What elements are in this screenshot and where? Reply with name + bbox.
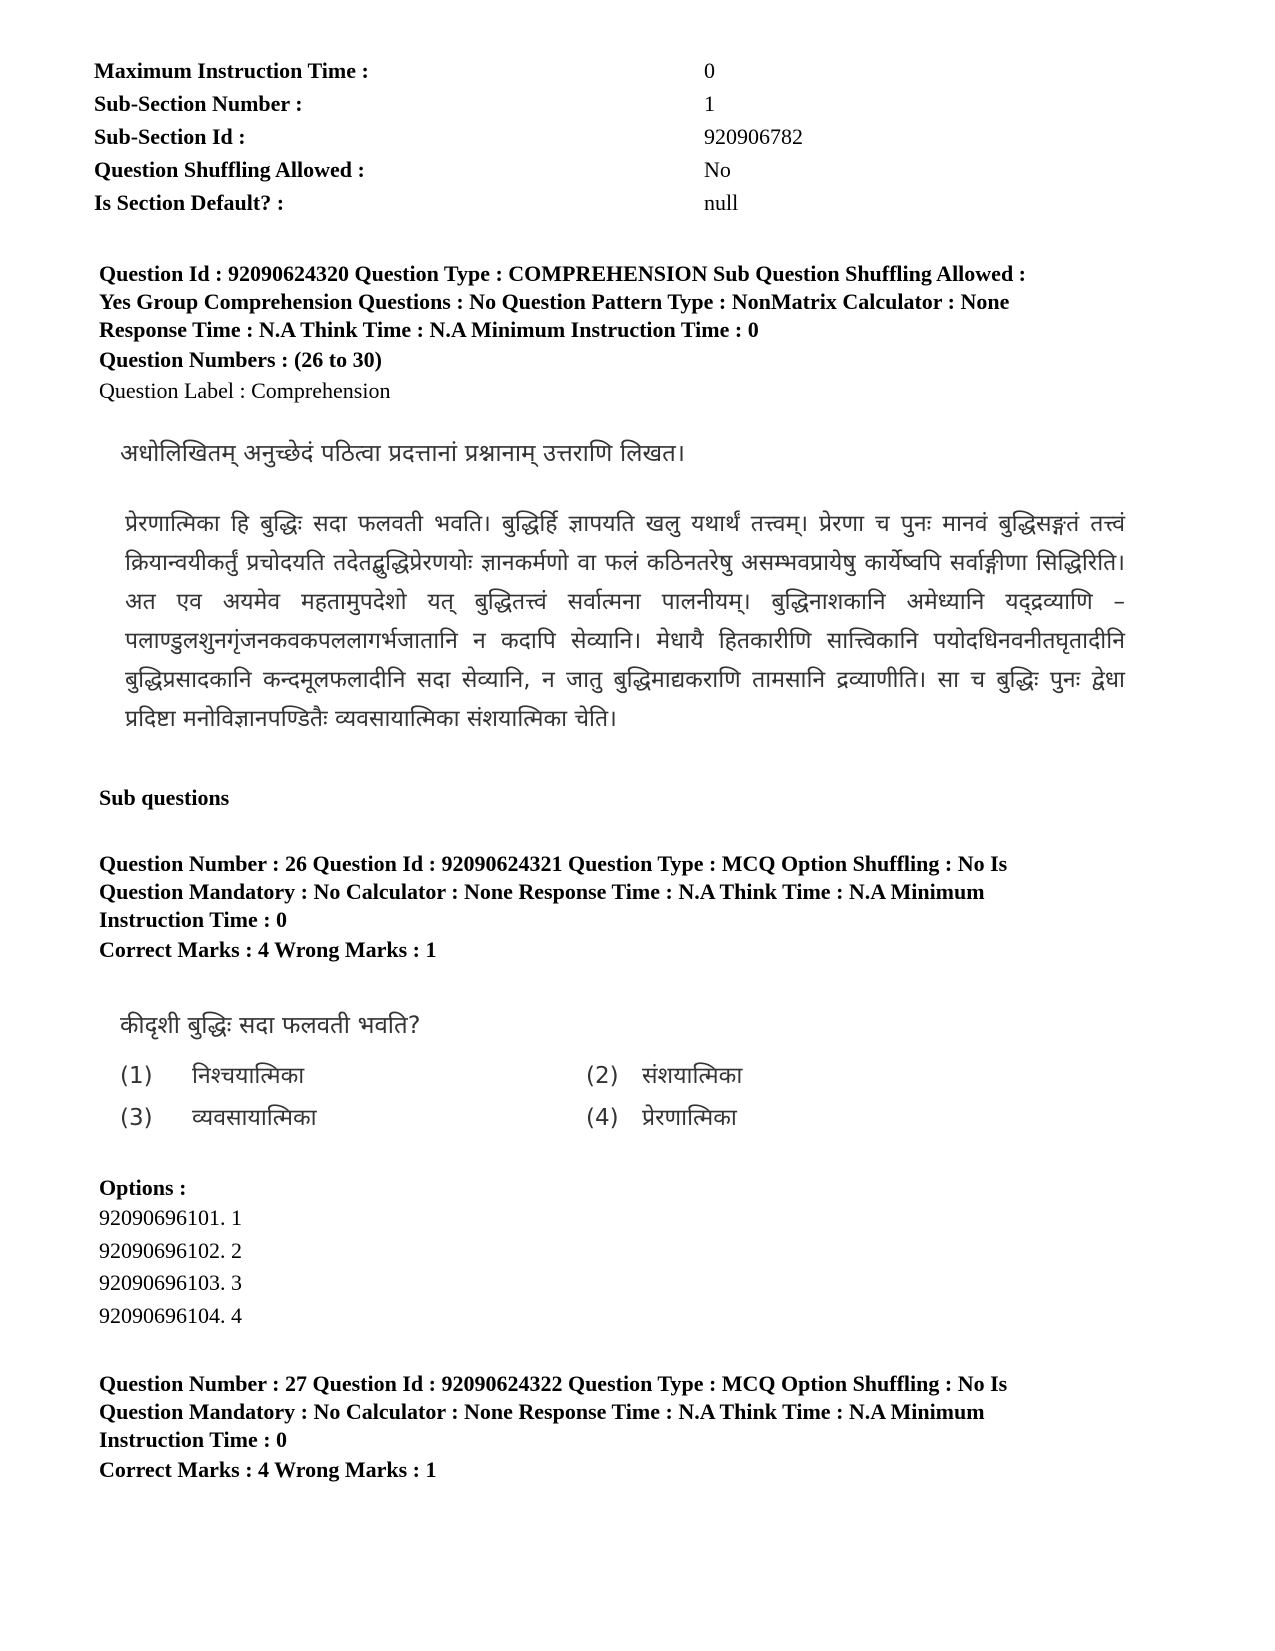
- header-line: Response Time : N.A Think Time : N.A Minimum Instruction Time : 0: [99, 317, 759, 342]
- meta-value: 920906782: [704, 124, 803, 149]
- choice-text: संशयात्मिका: [642, 1063, 743, 1089]
- question-label: Question Label : Comprehension: [99, 378, 391, 403]
- q27-marks: Correct Marks : 4 Wrong Marks : 1: [99, 1457, 437, 1482]
- meta-row-section-default: [94, 190, 1094, 224]
- choice-text: निश्चयात्मिका: [192, 1063, 305, 1089]
- choice-number: (1): [120, 1063, 153, 1089]
- meta-value: No: [704, 157, 731, 182]
- q26-header: [99, 850, 1179, 934]
- header-line: Question Number : 27 Question Id : 92090624322 Question Type : MCQ Option Shuffling : No Is: [99, 1371, 1008, 1396]
- q26-option-line: 92090696103. 3: [99, 1270, 242, 1295]
- header-line: Question Id : 92090624320 Question Type : COMPREHENSION Sub Question Shuffling Allowed :: [99, 261, 1027, 286]
- meta-key: Question Shuffling Allowed :: [94, 157, 365, 182]
- q26-options-label: Options :: [99, 1175, 187, 1200]
- choice-number: (3): [120, 1105, 153, 1131]
- q26-choice-4: [586, 1100, 737, 1132]
- meta-key: Sub-Section Number :: [94, 91, 303, 116]
- meta-value: 1: [704, 91, 715, 116]
- header-line: Question Mandatory : No Calculator : None Response Time : N.A Think Time : N.A Minimum: [99, 1399, 985, 1424]
- header-line: Question Number : 26 Question Id : 92090624321 Question Type : MCQ Option Shuffling : No Is: [99, 851, 1008, 876]
- meta-row-sub-section-id: [94, 124, 1094, 158]
- q26-marks: Correct Marks : 4 Wrong Marks : 1: [99, 937, 437, 962]
- q26-option-line: 92090696102. 2: [99, 1238, 242, 1263]
- q26-choice-1: [120, 1058, 304, 1090]
- choice-text: प्रेरणात्मिका: [642, 1105, 737, 1131]
- q26-option-line: 92090696101. 1: [99, 1205, 242, 1230]
- meta-row-sub-section-number: [94, 91, 1094, 125]
- choice-number: (2): [586, 1063, 619, 1089]
- comprehension-passage: प्रेरणात्मिका हि बुद्धिः सदा फलवती भवति। बुद्धिर्हि ज्ञापयति खलु यथार्थं तत्त्वम्। प्रेरणा च पुनः मानवं बुद्धिसङ्गतं तत्त्वं क्रियान्वयीकर्तुं प्रचोदयति तदेतद्बुद्धिप्रेरणयोः ज्ञानकर्मणो वा फलं कठिनतरेषु असम्भवप्रायेषु कार्येष्वपि सर्वाङ्गीणा सिद्धिरिति। अत एव अयमेव महतामुपदेशो यत् बुद्धितत्त्वं सर्वात्मना पालनीयम्। बुद्धिनाशकानि अमेध्यानि यद्द्रव्याणि – पलाण्डुलशुनगृंजनकवकपललागर्भजातानि न कदापि सेव्यानि। मेधायै हितकारीणि सात्त्विकानि पयोदधिनवनीतघृतादीनि बुद्धिप्रसादकानि कन्दमूलफलादीनि सदा सेव्यानि, न जातु बुद्धिमाद्यकराणि तामसानि द्रव्याणीति। सा च बुद्धिः पुनः द्वेधा प्रदिष्टा मनोविज्ञानपण्डितैः व्यवसायात्मिका संशयात्मिका चेति।: [125, 511, 1125, 732]
- header-line: Question Mandatory : No Calculator : None Response Time : N.A Think Time : N.A Minimum: [99, 879, 985, 904]
- q26-choice-3: [120, 1100, 317, 1132]
- header-line: Instruction Time : 0: [99, 907, 288, 932]
- q26-question-text: कीदृशी बुद्धिः सदा फलवती भवति?: [120, 1011, 421, 1039]
- passage-instruction: अधोलिखितम् अनुच्छेदं पठित्वा प्रदत्तानां प्रश्नानाम् उत्तराणि लिखत।: [120, 439, 685, 467]
- meta-key: Maximum Instruction Time :: [94, 58, 369, 83]
- meta-value: 0: [704, 58, 715, 83]
- header-line: Yes Group Comprehension Questions : No Question Pattern Type : NonMatrix Calculator : None: [99, 289, 1010, 314]
- meta-row-question-shuffling: [94, 157, 1094, 191]
- choice-number: (4): [586, 1105, 619, 1131]
- meta-key: Sub-Section Id :: [94, 124, 246, 149]
- question-numbers: Question Numbers : (26 to 30): [99, 347, 382, 372]
- comprehension-header: [99, 260, 1179, 344]
- choice-text: व्यवसायात्मिका: [192, 1105, 317, 1131]
- q26-option-line: 92090696104. 4: [99, 1303, 242, 1328]
- header-line: Instruction Time : 0: [99, 1427, 288, 1452]
- meta-key: Is Section Default? :: [94, 190, 285, 215]
- q26-choice-2: [586, 1058, 742, 1090]
- meta-row-max-instruction-time: [94, 58, 1094, 92]
- q27-header: [99, 1370, 1179, 1454]
- sub-questions-label: Sub questions: [99, 785, 230, 810]
- meta-value: null: [704, 190, 739, 215]
